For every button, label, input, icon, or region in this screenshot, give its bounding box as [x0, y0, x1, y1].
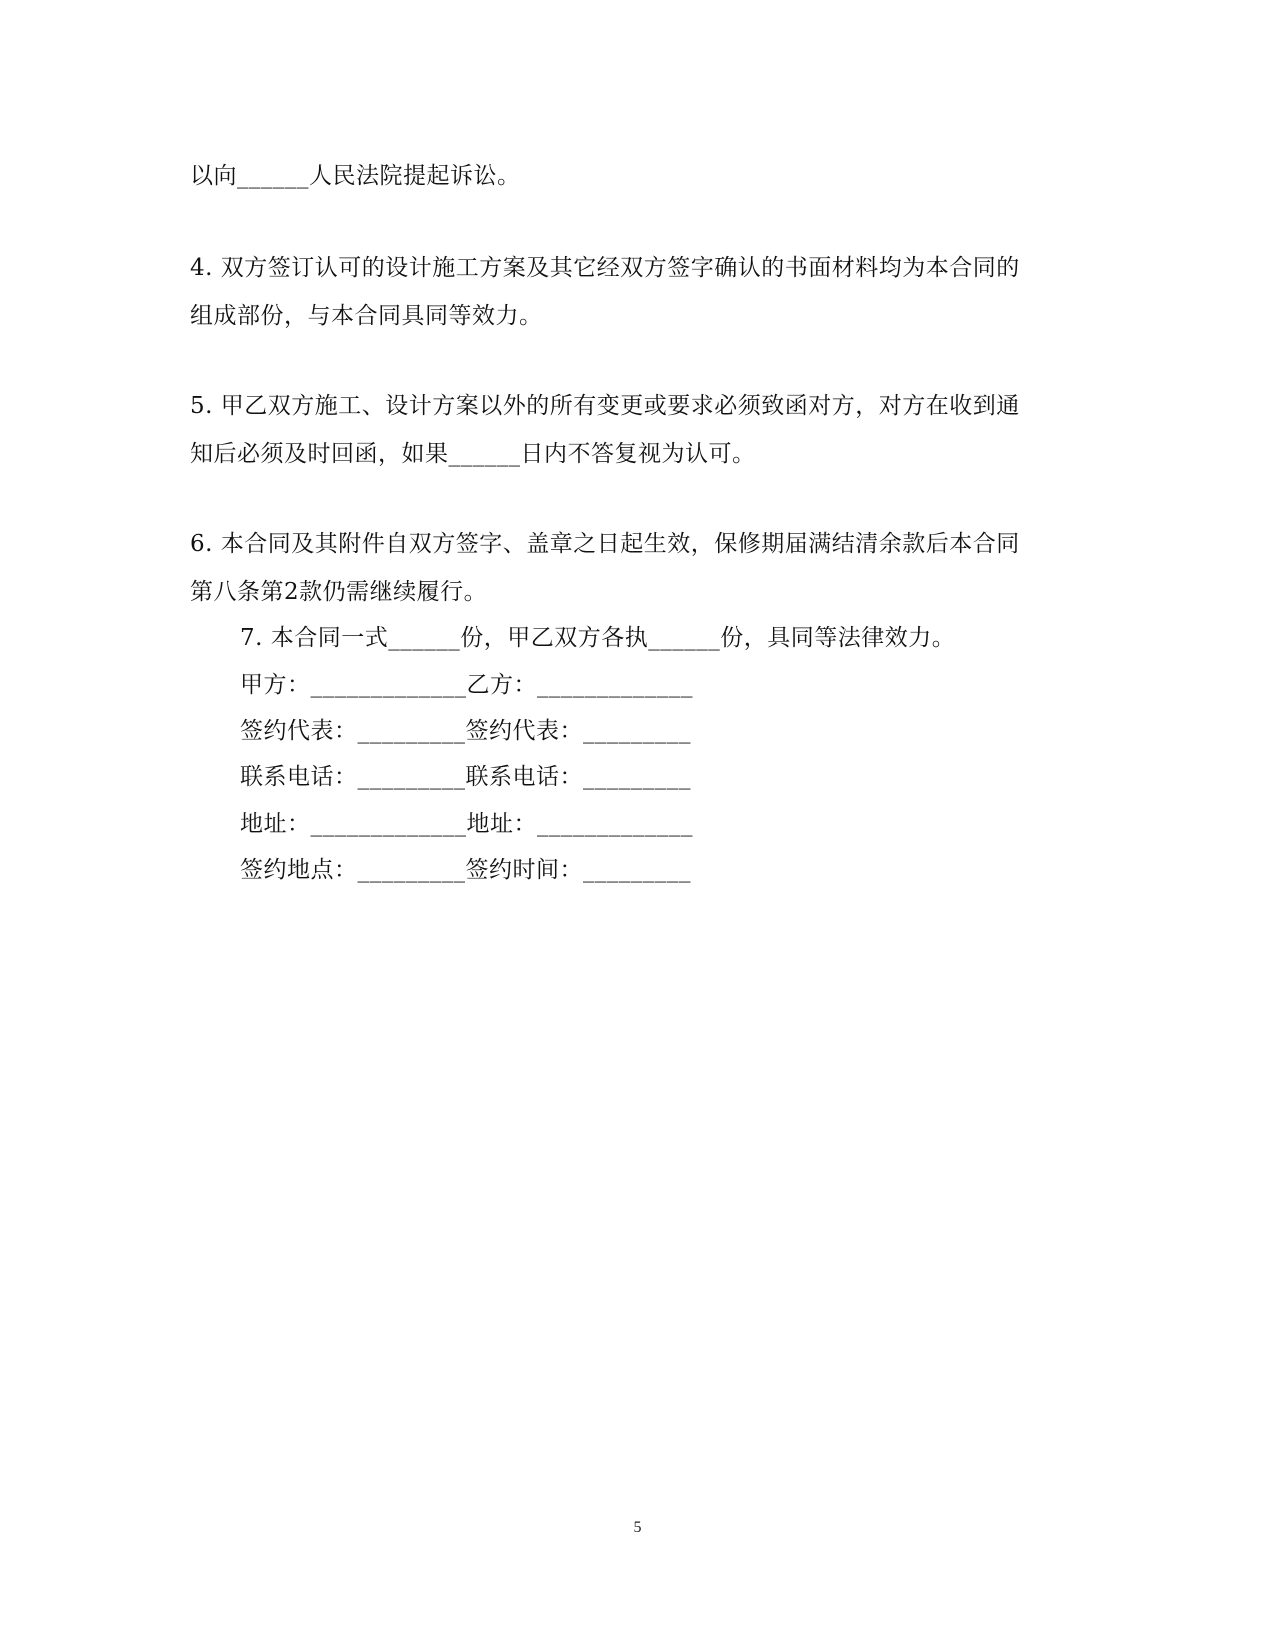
- paragraph-line: 第八条第2款仍需继续履行。: [190, 579, 488, 605]
- clause-7: [240, 614, 1120, 662]
- paragraph-line: 7. 本合同一式______份，甲乙双方各执______份，具同等法律效力。: [240, 625, 956, 651]
- paragraph-line: 组成部份，与本合同具同等效力。: [190, 303, 543, 329]
- paragraph-court: [190, 152, 1070, 200]
- signature-row-party: 甲方：_____________乙方：_____________: [240, 672, 693, 698]
- page-number: 5: [633, 1519, 642, 1536]
- clause-4: [190, 244, 1070, 340]
- paragraph-line: 以向______人民法院提起诉讼。: [190, 163, 521, 189]
- clause-5: [190, 382, 1070, 478]
- clause-6: [190, 520, 1070, 616]
- paragraph-line: 知后必须及时回函，如果______日内不答复视为认可。: [190, 441, 756, 467]
- signature-row-phone: 联系电话：_________联系电话：_________: [240, 764, 691, 790]
- paragraph-line: 4. 双方签订认可的设计施工方案及其它经双方签字确认的书面材料均为本合同的: [190, 255, 1020, 281]
- paragraph-line: 6. 本合同及其附件自双方签字、盖章之日起生效，保修期届满结清余款后本合同: [190, 531, 1020, 557]
- signature-row-representative: 签约代表：_________签约代表：_________: [240, 718, 691, 744]
- signature-row-address: 地址：_____________地址：_____________: [240, 811, 693, 837]
- paragraph-line: 5. 甲乙双方施工、设计方案以外的所有变更或要求必须致函对方，对方在收到通: [190, 393, 1020, 419]
- signature-row-place-time: 签约地点：_________签约时间：_________: [240, 857, 691, 883]
